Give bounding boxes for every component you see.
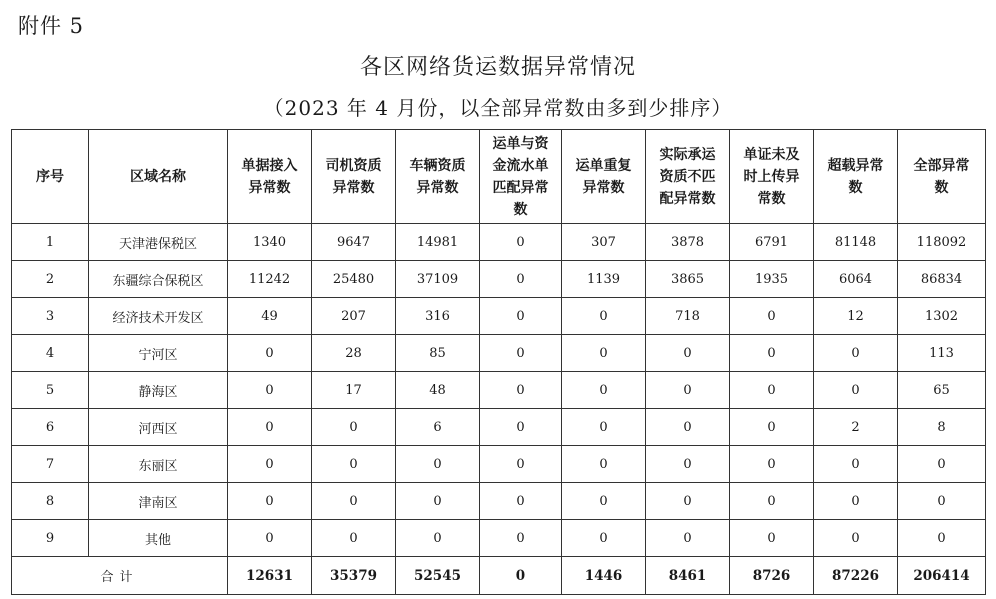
count-cell: 0 <box>646 372 730 409</box>
column-header-label: 车辆资质 异常数 <box>409 157 466 196</box>
count-cell: 0 <box>480 520 562 557</box>
column-header-label: 运单与资 金流水单 匹配异常 数 <box>492 135 549 218</box>
count-cell: 0 <box>480 483 562 520</box>
count-cell: 0 <box>480 335 562 372</box>
column-header-label: 实际承运 资质不匹 配异常数 <box>659 146 716 207</box>
header-row <box>12 130 986 224</box>
column-header-label: 单证未及 时上传异 常数 <box>743 146 800 207</box>
count-cell: 307 <box>562 224 646 261</box>
count-cell: 0 <box>646 409 730 446</box>
document-title: 各区网络货运数据异常情况 <box>359 55 636 80</box>
column-header <box>646 130 730 224</box>
region-name-cell: 宁河区 <box>89 335 228 372</box>
total-row <box>12 557 986 595</box>
count-cell: 113 <box>898 335 986 372</box>
count-cell: 0 <box>312 446 396 483</box>
document-subtitle: （2023 年 4 月份，以全部异常数由多到少排序） <box>263 96 733 120</box>
count-cell: 0 <box>898 483 986 520</box>
count-cell: 0 <box>646 446 730 483</box>
count-cell: 17 <box>312 372 396 409</box>
column-header-label: 序号 <box>36 168 64 185</box>
table-row <box>12 409 986 446</box>
row-index-cell: 8 <box>12 483 89 520</box>
count-cell: 0 <box>730 446 814 483</box>
count-cell: 0 <box>898 520 986 557</box>
table-row <box>12 298 986 335</box>
count-cell: 207 <box>312 298 396 335</box>
column-header <box>814 130 898 224</box>
count-cell: 8 <box>898 409 986 446</box>
total-value-cell: 12631 <box>228 557 312 595</box>
count-cell: 0 <box>480 372 562 409</box>
count-cell: 9647 <box>312 224 396 261</box>
column-header <box>228 130 312 224</box>
count-cell: 48 <box>396 372 480 409</box>
count-cell: 0 <box>814 372 898 409</box>
table-row <box>12 483 986 520</box>
count-cell: 0 <box>480 446 562 483</box>
count-cell: 0 <box>562 372 646 409</box>
count-cell: 0 <box>730 409 814 446</box>
count-cell: 0 <box>730 520 814 557</box>
count-cell: 1139 <box>562 261 646 298</box>
count-cell: 25480 <box>312 261 396 298</box>
count-cell: 0 <box>814 335 898 372</box>
count-cell: 118092 <box>898 224 986 261</box>
row-index-cell: 4 <box>12 335 89 372</box>
count-cell: 0 <box>646 335 730 372</box>
row-index-cell: 1 <box>12 224 89 261</box>
total-label-cell: 合计 <box>12 557 228 595</box>
count-cell: 0 <box>228 520 312 557</box>
count-cell: 0 <box>228 335 312 372</box>
column-header-label: 运单重复 异常数 <box>575 157 632 196</box>
count-cell: 3865 <box>646 261 730 298</box>
count-cell: 28 <box>312 335 396 372</box>
count-cell: 86834 <box>898 261 986 298</box>
count-cell: 0 <box>562 298 646 335</box>
column-header-label: 单据接入 异常数 <box>241 157 298 196</box>
count-cell: 0 <box>562 335 646 372</box>
count-cell: 0 <box>312 409 396 446</box>
region-name-cell: 东丽区 <box>89 446 228 483</box>
count-cell: 0 <box>480 261 562 298</box>
count-cell: 1302 <box>898 298 986 335</box>
count-cell: 0 <box>562 483 646 520</box>
row-index-cell: 3 <box>12 298 89 335</box>
count-cell: 0 <box>312 520 396 557</box>
count-cell: 11242 <box>228 261 312 298</box>
total-value-cell: 52545 <box>396 557 480 595</box>
count-cell: 65 <box>898 372 986 409</box>
table-row <box>12 335 986 372</box>
count-cell: 0 <box>228 446 312 483</box>
total-value-cell: 206414 <box>898 557 986 595</box>
count-cell: 6 <box>396 409 480 446</box>
total-value-cell: 8726 <box>730 557 814 595</box>
count-cell: 0 <box>396 520 480 557</box>
column-header-label: 全部异常 数 <box>913 157 970 196</box>
count-cell: 1340 <box>228 224 312 261</box>
count-cell: 0 <box>814 446 898 483</box>
row-index-cell: 6 <box>12 409 89 446</box>
table-row <box>12 446 986 483</box>
column-header-label: 超载异常 数 <box>827 157 884 196</box>
count-cell: 1935 <box>730 261 814 298</box>
row-index-cell: 5 <box>12 372 89 409</box>
column-header <box>396 130 480 224</box>
count-cell: 0 <box>228 372 312 409</box>
count-cell: 0 <box>730 298 814 335</box>
count-cell: 85 <box>396 335 480 372</box>
column-header <box>89 130 228 224</box>
count-cell: 2 <box>814 409 898 446</box>
region-name-cell: 其他 <box>89 520 228 557</box>
column-header <box>562 130 646 224</box>
count-cell: 3878 <box>646 224 730 261</box>
count-cell: 0 <box>396 446 480 483</box>
table-row <box>12 224 986 261</box>
region-name-cell: 静海区 <box>89 372 228 409</box>
count-cell: 0 <box>228 483 312 520</box>
row-index-cell: 2 <box>12 261 89 298</box>
column-header-label: 司机资质 异常数 <box>325 157 382 196</box>
column-header <box>730 130 814 224</box>
count-cell: 0 <box>480 298 562 335</box>
total-value-cell: 8461 <box>646 557 730 595</box>
count-cell: 0 <box>730 483 814 520</box>
total-value-cell: 1446 <box>562 557 646 595</box>
table-row <box>12 372 986 409</box>
count-cell: 6064 <box>814 261 898 298</box>
count-cell: 0 <box>228 409 312 446</box>
count-cell: 14981 <box>396 224 480 261</box>
row-index-cell: 7 <box>12 446 89 483</box>
count-cell: 0 <box>646 483 730 520</box>
table-row <box>12 261 986 298</box>
count-cell: 37109 <box>396 261 480 298</box>
column-header <box>480 130 562 224</box>
count-cell: 316 <box>396 298 480 335</box>
count-cell: 0 <box>312 483 396 520</box>
total-value-cell: 87226 <box>814 557 898 595</box>
count-cell: 0 <box>480 224 562 261</box>
column-header <box>312 130 396 224</box>
table-body <box>12 224 986 557</box>
region-name-cell: 河西区 <box>89 409 228 446</box>
count-cell: 0 <box>898 446 986 483</box>
count-cell: 0 <box>480 409 562 446</box>
count-cell: 0 <box>396 483 480 520</box>
anomaly-table <box>11 129 986 595</box>
total-value-cell: 0 <box>480 557 562 595</box>
count-cell: 0 <box>562 446 646 483</box>
count-cell: 6791 <box>730 224 814 261</box>
region-name-cell: 天津港保税区 <box>89 224 228 261</box>
count-cell: 0 <box>814 483 898 520</box>
count-cell: 12 <box>814 298 898 335</box>
count-cell: 718 <box>646 298 730 335</box>
count-cell: 0 <box>814 520 898 557</box>
region-name-cell: 津南区 <box>89 483 228 520</box>
count-cell: 0 <box>730 335 814 372</box>
count-cell: 0 <box>562 409 646 446</box>
row-index-cell: 9 <box>12 520 89 557</box>
attachment-label: 附件 5 <box>18 14 85 38</box>
column-header <box>12 130 89 224</box>
count-cell: 0 <box>562 520 646 557</box>
count-cell: 81148 <box>814 224 898 261</box>
column-header <box>898 130 986 224</box>
count-cell: 0 <box>730 372 814 409</box>
region-name-cell: 经济技术开发区 <box>89 298 228 335</box>
total-value-cell: 35379 <box>312 557 396 595</box>
count-cell: 49 <box>228 298 312 335</box>
column-header-label: 区域名称 <box>130 168 186 185</box>
region-name-cell: 东疆综合保税区 <box>89 261 228 298</box>
count-cell: 0 <box>646 520 730 557</box>
table-row <box>12 520 986 557</box>
